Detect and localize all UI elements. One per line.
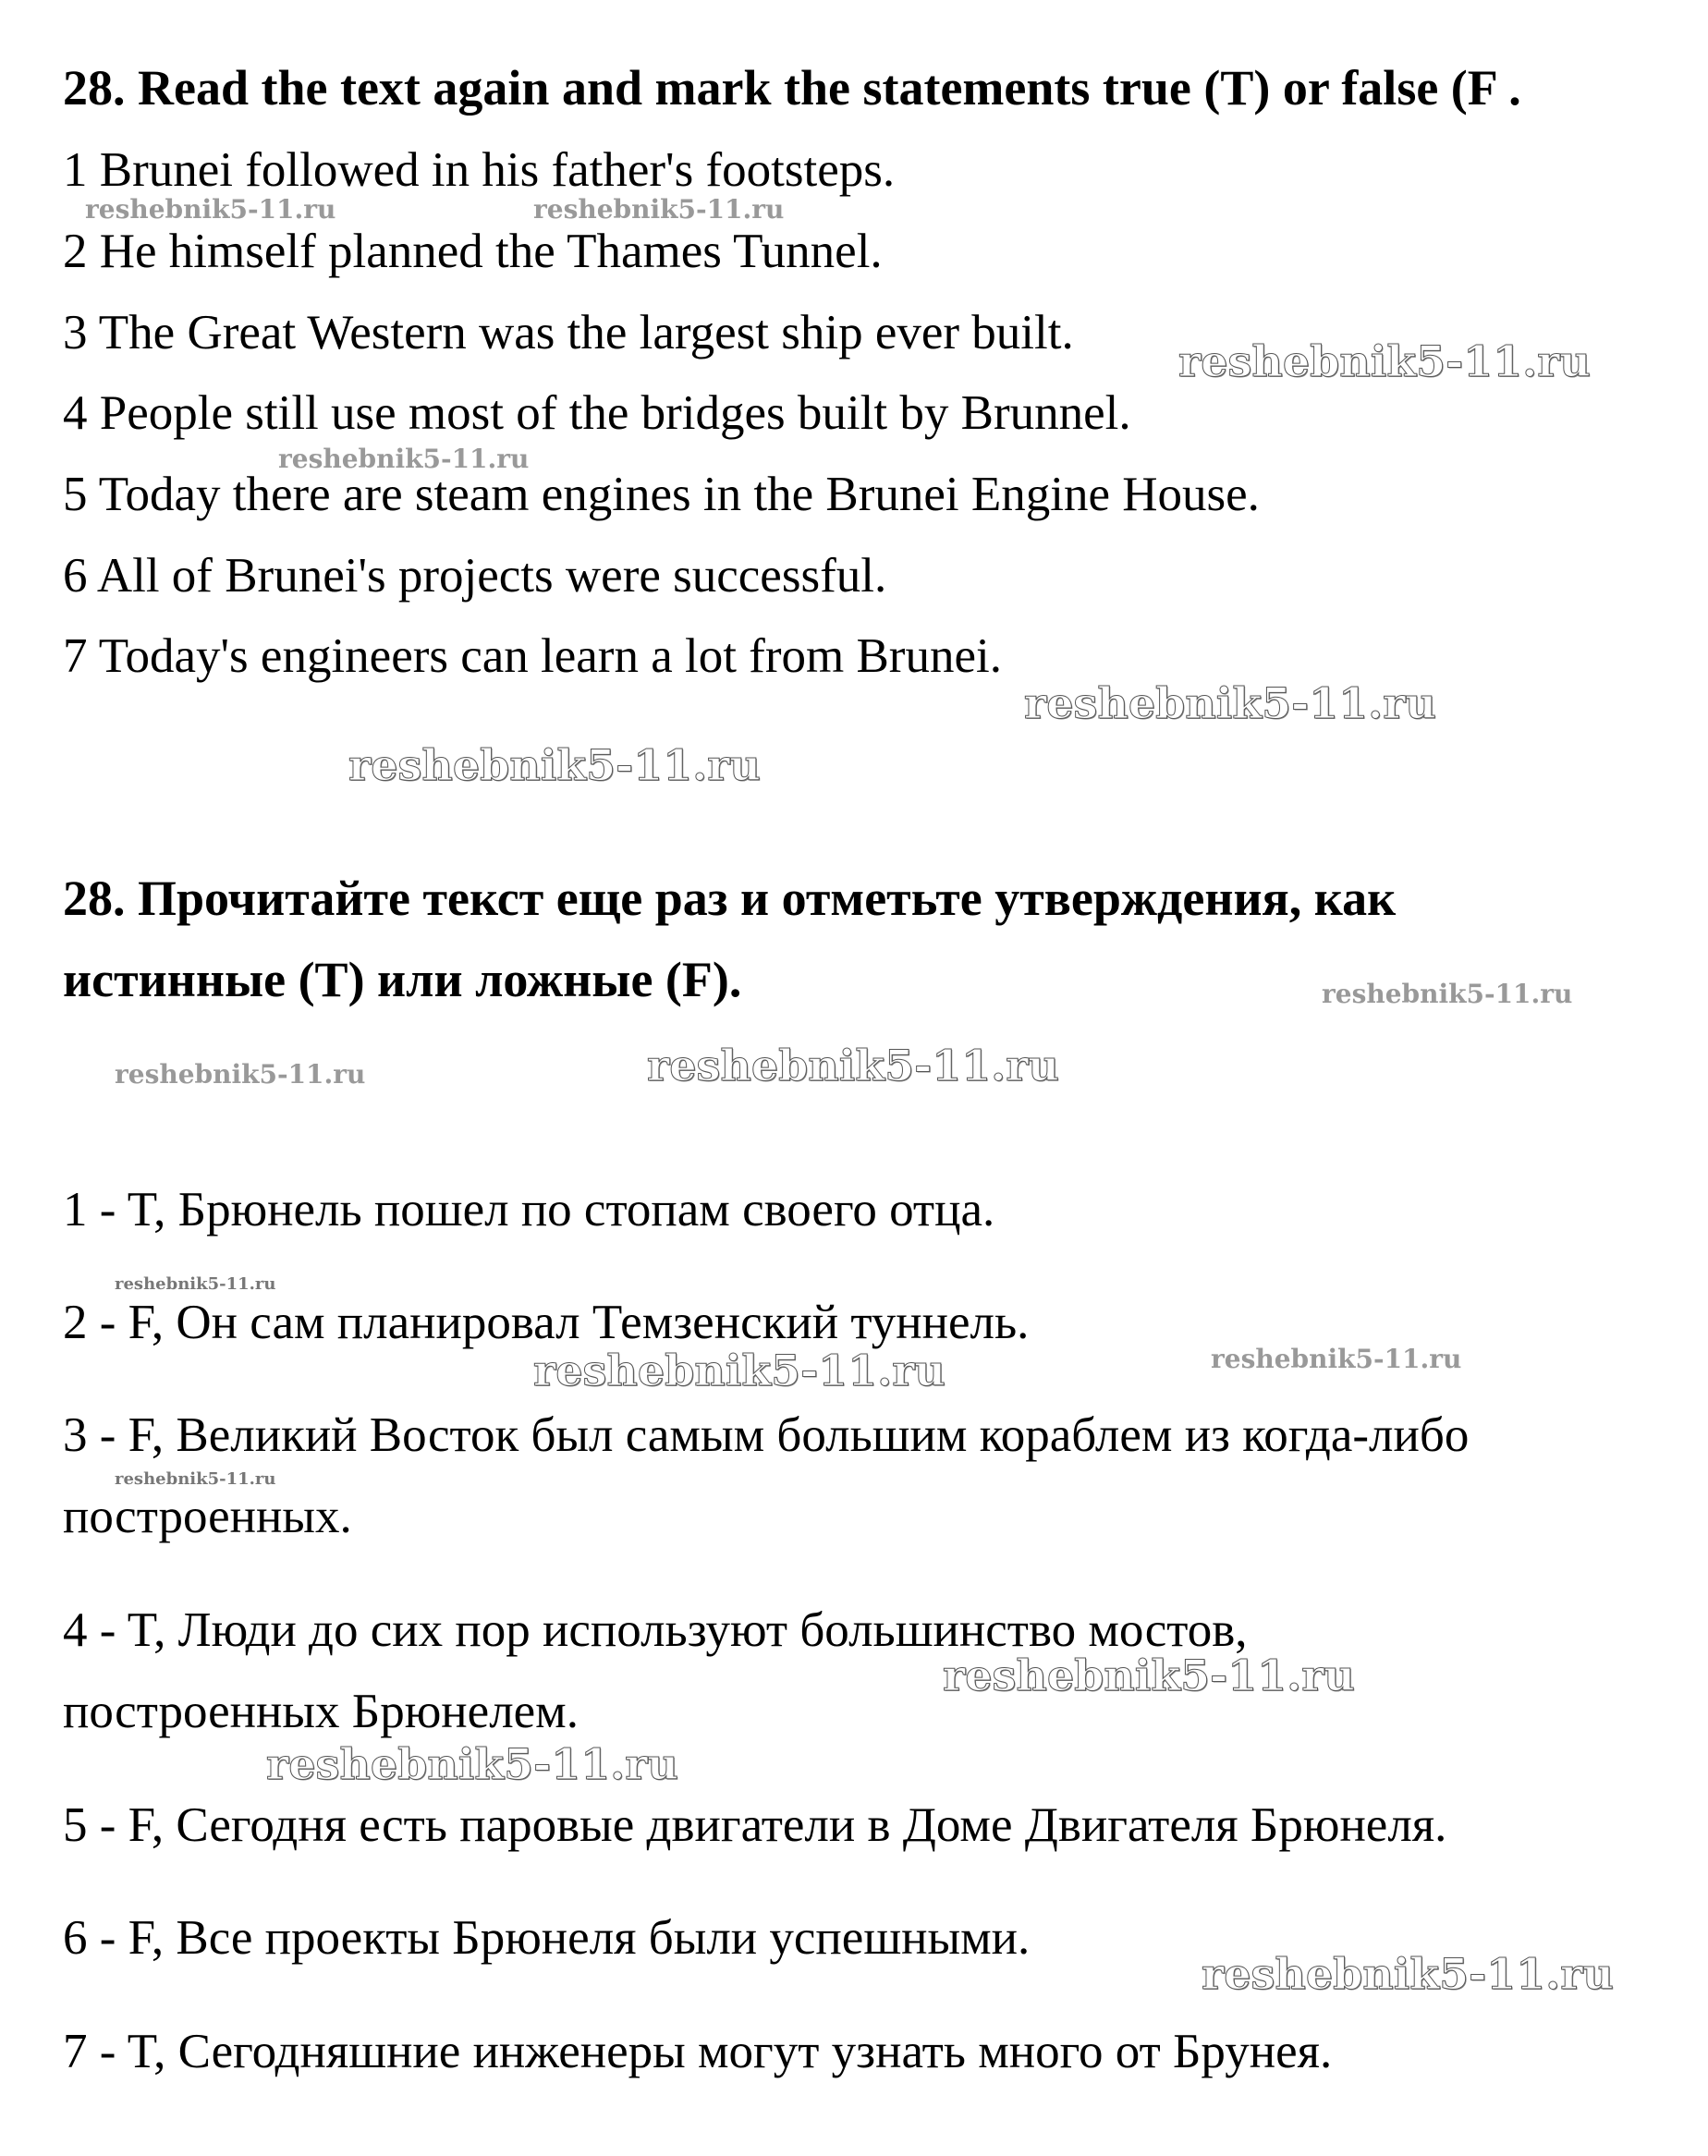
answer-5: 5 - F, Сегодня есть паровые двигатели в Доме Двигателя Брюнеля.: [63, 1798, 1447, 1852]
statement-1: 1 Brunei followed in his father's footsteps.: [63, 143, 896, 197]
watermark: reshebnik5-11.ru: [1211, 1344, 1462, 1374]
watermark: reshebnik5-11.ru: [85, 194, 336, 225]
statement-4: 4 People still use most of the bridges built by Brunnel.: [63, 386, 1131, 440]
watermark: reshebnik5-11.ru: [1202, 1949, 1614, 1999]
watermark: reshebnik5-11.ru: [348, 740, 761, 790]
watermark: reshebnik5-11.ru: [1322, 979, 1573, 1009]
answer-1: 1 - T, Брюнель пошел по стопам своего отца.: [63, 1183, 995, 1236]
watermark: reshebnik5-11.ru: [533, 194, 785, 225]
statement-5: 5 Today there are steam engines in the Brunei Engine House.: [63, 468, 1260, 521]
statement-3: 3 The Great Western was the largest ship ever built.: [63, 306, 1074, 359]
watermark: reshebnik5-11.ru: [1178, 336, 1591, 386]
watermark: reshebnik5-11.ru: [943, 1650, 1355, 1700]
watermark: reshebnik5-11.ru: [266, 1739, 678, 1789]
english-heading: 28. Read the text again and mark the statements true (T) or false (F .: [63, 60, 1521, 116]
answer-4: 4 - T, Люди до сих пор используют большинство мостов,: [63, 1603, 1248, 1657]
statement-7: 7 Today's engineers can learn a lot from Brunei.: [63, 629, 1002, 683]
answer-4-continued: построенных Брюнелем.: [63, 1685, 579, 1738]
answer-2: 2 - F, Он сам планировал Темзенский туннель.: [63, 1296, 1030, 1349]
answer-3-continued: построенных.: [63, 1490, 352, 1543]
watermark: reshebnik5-11.ru: [1024, 678, 1436, 728]
watermark: reshebnik5-11.ru: [115, 1059, 366, 1090]
statement-6: 6 All of Brunei's projects were successful.: [63, 549, 887, 603]
watermark: reshebnik5-11.ru: [115, 1274, 276, 1294]
watermark: reshebnik5-11.ru: [533, 1346, 946, 1395]
watermark: reshebnik5-11.ru: [278, 444, 530, 474]
statement-2: 2 He himself planned the Thames Tunnel.: [63, 225, 883, 278]
watermark: reshebnik5-11.ru: [647, 1041, 1059, 1090]
watermark: reshebnik5-11.ru: [115, 1469, 276, 1489]
answer-6: 6 - F, Все проекты Брюнеля были успешными.: [63, 1911, 1031, 1965]
russian-heading-line1: 28. Прочитайте текст еще раз и отметьте утверждения, как: [63, 871, 1397, 926]
russian-heading-line2: истинные (T) или ложные (F).: [63, 952, 742, 1007]
answer-3: 3 - F, Великий Восток был самым большим кораблем из когда-либо: [63, 1408, 1470, 1462]
answer-7: 7 - T, Сегодняшние инженеры могут узнать много от Брунея.: [63, 2025, 1333, 2078]
